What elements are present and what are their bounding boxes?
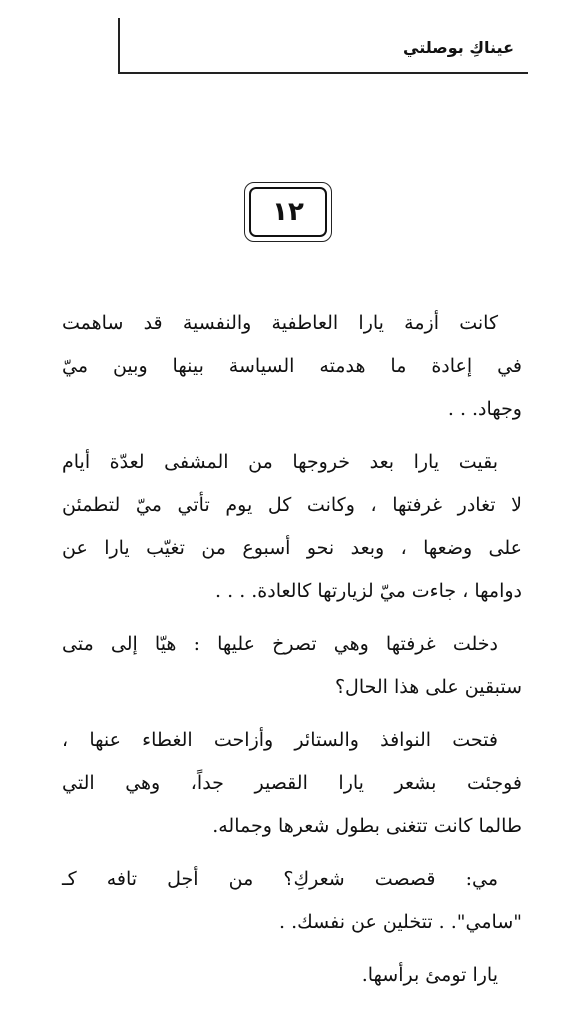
chapter-number: ١٢ (249, 187, 327, 237)
page-header (118, 18, 528, 74)
text-line: وجهاد. . . (447, 398, 522, 420)
text-line: بقيت يارا بعد خروجها من المشفى لعدّة أيام (62, 451, 498, 473)
text-line: دوامها ، جاءت ميّ لزيارتها كالعادة. . . . (215, 580, 522, 602)
text-line: كانت أزمة يارا العاطفية والنفسية قد ساهمت (62, 312, 498, 334)
paragraph (62, 441, 522, 613)
paragraph (62, 623, 522, 709)
text-line: مي: قصصت شعركِ؟ من أجل تافه كـ (62, 868, 498, 890)
paragraph (62, 302, 522, 431)
body-text (62, 302, 522, 1007)
book-title: عيناكِ بوصلتي (403, 38, 514, 57)
text-line: "سامي". . تتخلين عن نفسك. . (279, 911, 522, 933)
paragraph (62, 858, 522, 944)
text-line: طالما كانت تتغنى بطول شعرها وجماله. (212, 815, 522, 837)
text-line: ستبقين على هذا الحال؟ (334, 676, 522, 698)
text-line: لا تغادر غرفتها ، وكانت كل يوم تأتي ميّ لتطمئن (62, 494, 522, 516)
text-line: دخلت غرفتها وهي تصرخ عليها : هيّا إلى متى (62, 633, 498, 655)
paragraph (62, 954, 522, 997)
text-line: يارا تومئ برأسها. (361, 964, 498, 986)
text-line: في إعادة ما هدمته السياسة بينها وبين ميّ (62, 355, 522, 377)
text-line: فوجئت بشعر يارا القصير جداً، وهي التي (62, 772, 522, 794)
text-line: على وضعها ، وبعد نحو أسبوع من تغيّب يارا عن (62, 537, 522, 559)
chapter-number-frame (244, 182, 332, 242)
text-line: فتحت النوافذ والستائر وأزاحت الغطاء عنها ، (62, 729, 498, 751)
paragraph (62, 719, 522, 848)
